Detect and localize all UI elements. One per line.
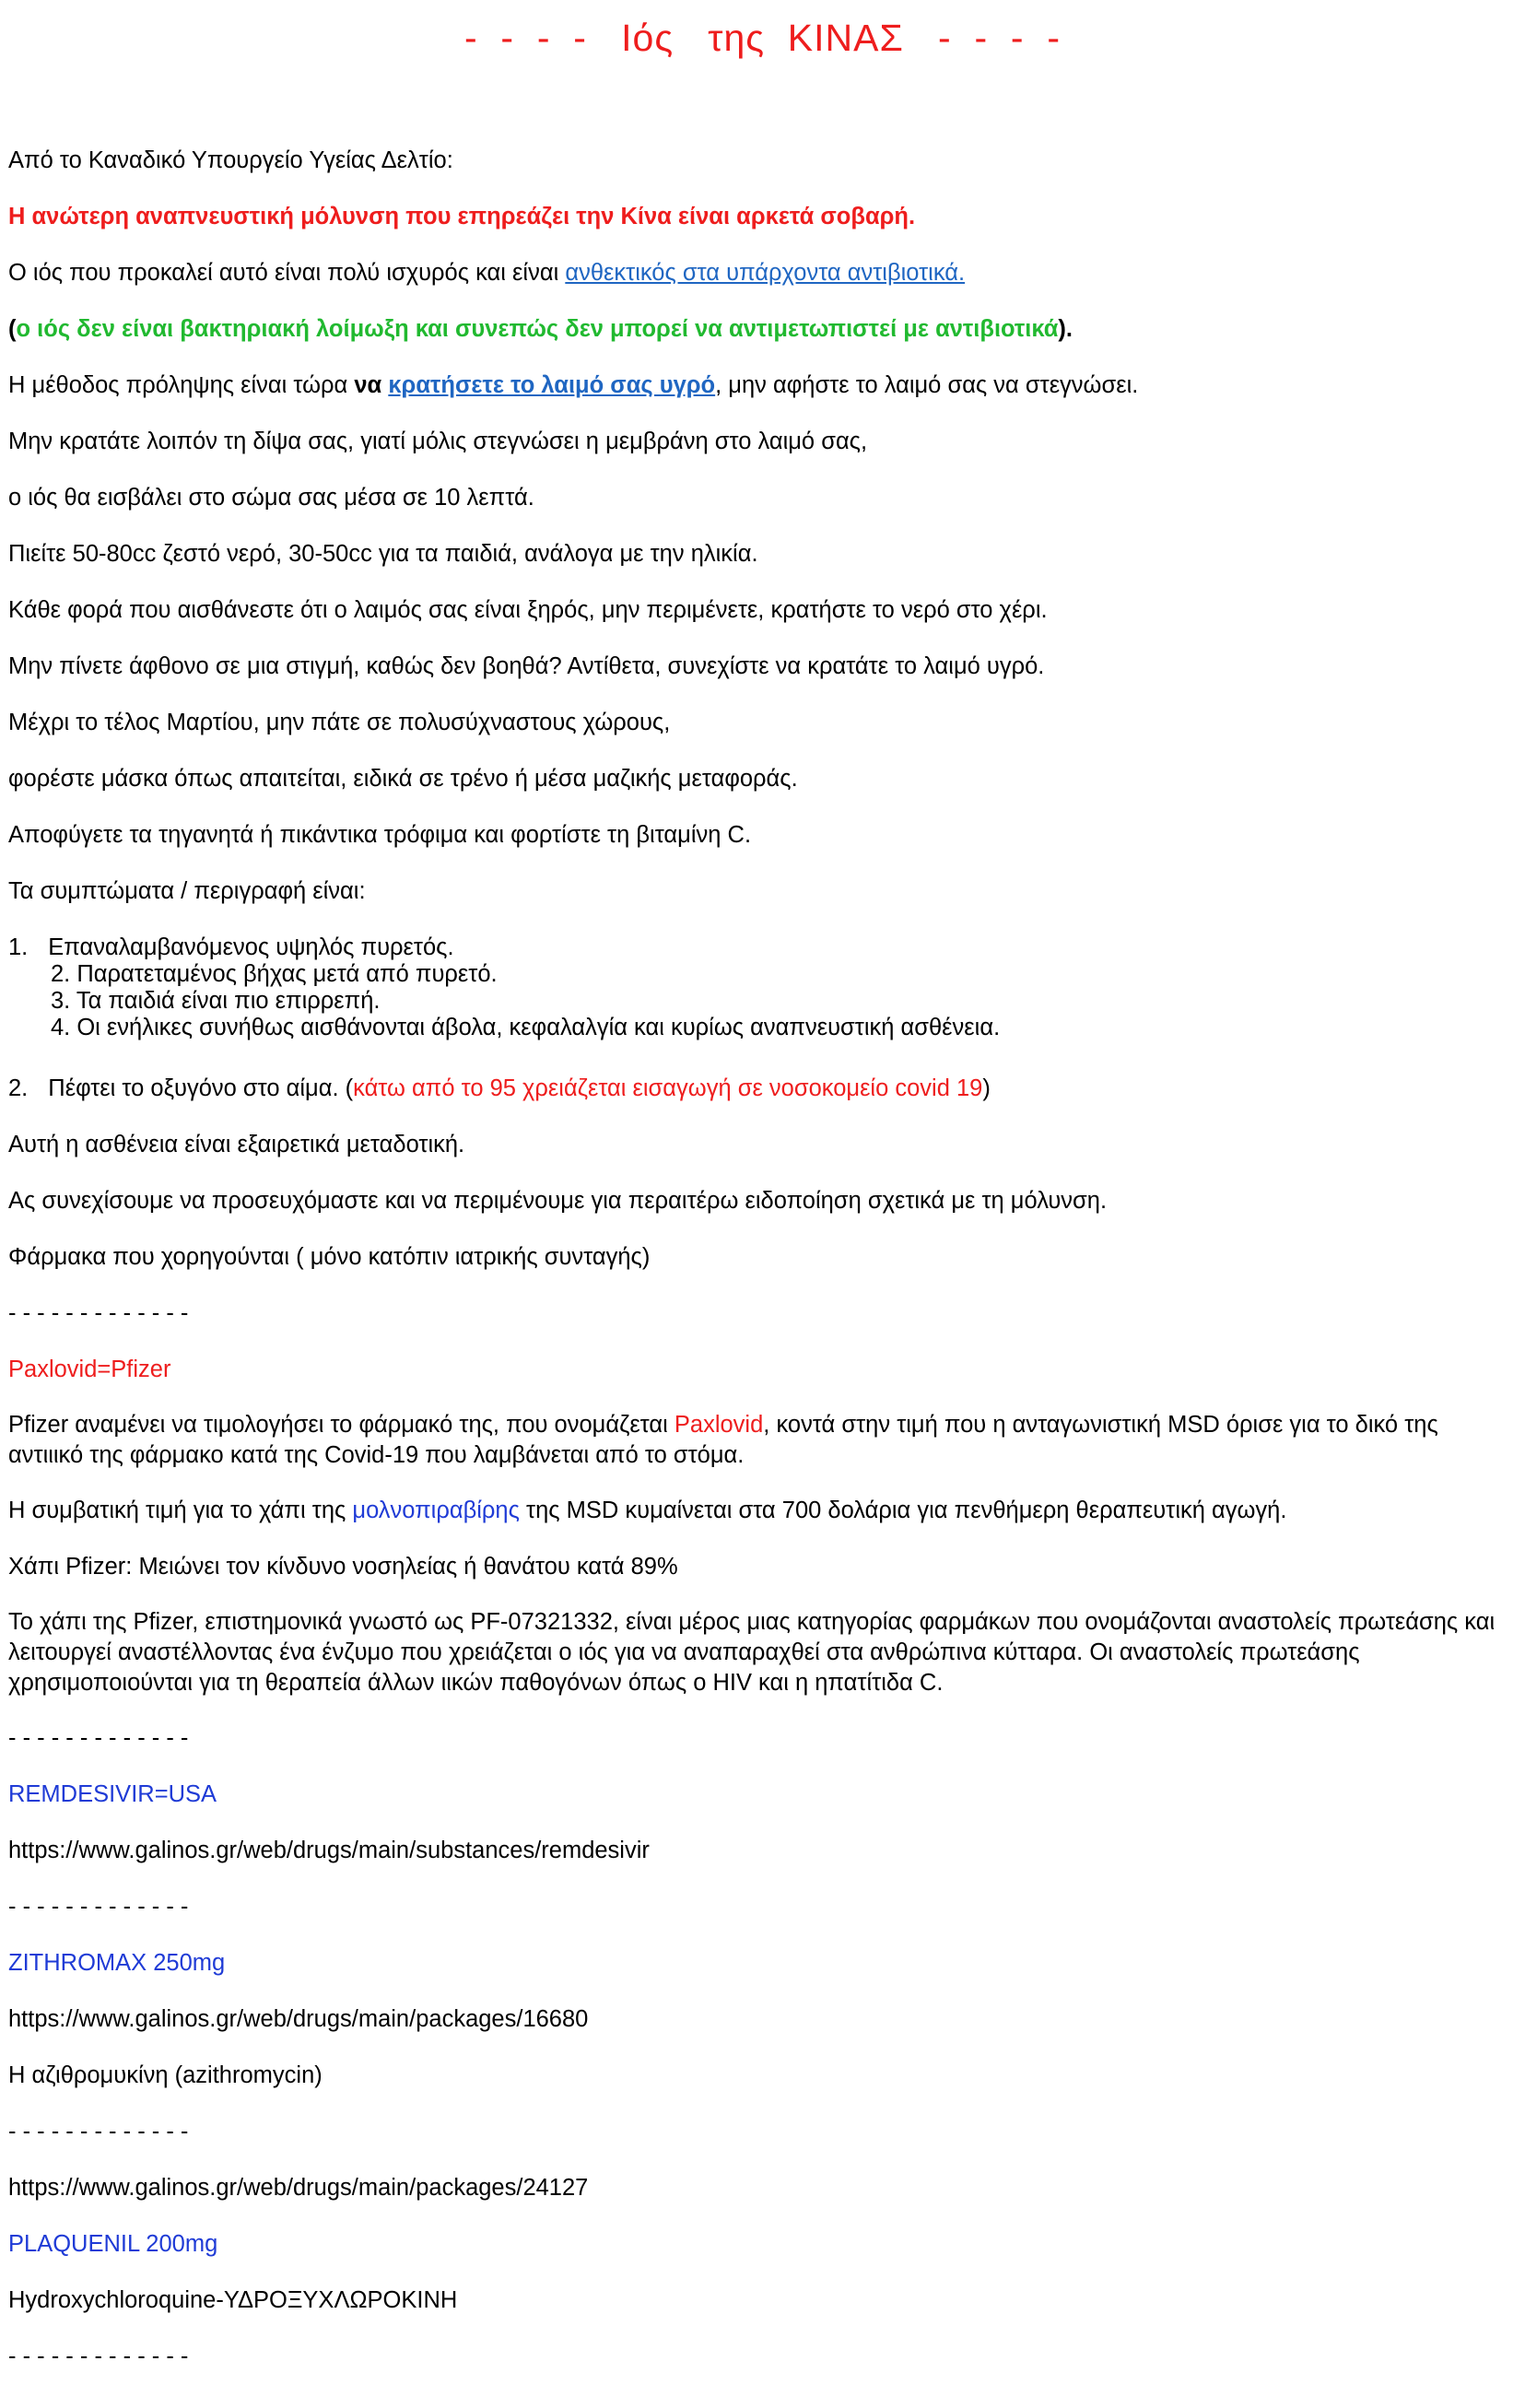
zithromax-heading: ZITHROMAX 250mg <box>8 1950 226 1976</box>
virus-text: Ο ιός που προκαλεί αυτό είναι πολύ ισχυρός και είναι <box>8 260 566 286</box>
symptom-item <box>8 1075 991 1102</box>
symptom-item <box>8 934 454 961</box>
advice-line: Μέχρι το τέλος Μαρτίου, μην πάτε σε πολυσύχναστους χώρους, <box>8 710 671 735</box>
oxygen-warning: κάτω από το 95 χρειάζεται εισαγωγή σε νοσοκομείο covid 19 <box>353 1075 983 1101</box>
advice-line: ο ιός θα εισβάλει στο σώμα σας μέσα σε 10 λεπτά. <box>8 485 534 511</box>
virus-line <box>8 259 965 287</box>
advice-line: Κάθε φορά που αισθάνεστε ότι ο λαιμός σας είναι ξηρός, μην περιμένετε, κρατήστε το νερό στο χέρι. <box>8 597 1048 623</box>
paxlovid-name: Paxlovid <box>674 1412 764 1438</box>
closing-line: Αυτή η ασθένεια είναι εξαιρετικά μεταδοτική. <box>8 1132 465 1157</box>
paxlovid-text-post: , κοντά στην τιμή που η ανταγωνιστική MSD όρισε για το δικό της αντιιικό της φάρμακο κατά της Covid-19 που λαμβάνεται από το στόμα. <box>8 1412 1438 1468</box>
paxlovid-text: Pfizer αναμένει να τιμολογήσει το φάρμακό της, που ονομάζεται <box>8 1412 675 1438</box>
severity-line: Η ανώτερη αναπνευστική μόλυνση που επηρεάζει την Κίνα είναι αρκετά σοβαρή. <box>8 204 916 229</box>
remdesivir-url[interactable]: https://www.galinos.gr/web/drugs/main/substances/remdesivir <box>8 1838 650 1863</box>
advice-line: Αποφύγετε τα τηγανητά ή πικάντικα τρόφιμα και φορτίστε τη βιταμίνη C. <box>8 822 752 848</box>
symptom-number: 2. <box>8 1075 29 1101</box>
separator: - - - - - - - - - - - - - <box>8 1725 189 1751</box>
prevention-bold: να <box>354 372 389 398</box>
symptom-text: Πέφτει το οξυγόνο στο αίμα. ( <box>48 1075 354 1101</box>
symptoms-heading: Τα συμπτώματα / περιγραφή είναι: <box>8 878 366 904</box>
symptom-subitem: 3. Τα παιδιά είναι πιο επιρρεπή. <box>51 988 381 1014</box>
zithromax-note: Η αζιθρομυκίνη (azithromycin) <box>8 2062 323 2088</box>
advice-line: Μην πίνετε άφθονο σε μια στιγμή, καθώς δεν βοηθά? Αντίθετα, συνεχίστε να κρατάτε το λαιμό υγρό. <box>8 653 1045 679</box>
page-title: - - - - Ιός της ΚΙΝΑΣ - - - - <box>464 17 1061 59</box>
source-line: Από το Καναδικό Υπουργείο Υγείας Δελτίο: <box>8 147 453 173</box>
paxlovid-heading: Paxlovid=Pfizer <box>8 1357 171 1382</box>
note-line <box>8 315 1073 343</box>
molnupiravir-text-post: της MSD κυμαίνεται στα 700 δολάρια για πενθήμερη θεραπευτική αγωγή. <box>519 1498 1287 1523</box>
paxlovid-paragraph <box>8 1410 1510 1471</box>
antibiotics-link[interactable]: ανθεκτικός στα υπάρχοντα αντιβιοτικά. <box>565 260 966 286</box>
note-text: ο ιός δεν είναι βακτηριακή λοίμωξη και συνεπώς δεν μπορεί να αντιμετωπιστεί με αντιβιοτικά <box>16 316 1059 342</box>
advice-line: φορέστε μάσκα όπως απαιτείται, ειδικά σε τρένο ή μέσα μαζικής μεταφοράς. <box>8 766 798 792</box>
plaquenil-url[interactable]: https://www.galinos.gr/web/drugs/main/packages/24127 <box>8 2175 589 2201</box>
note-close: ). <box>1058 316 1073 342</box>
prevention-post: , μην αφήστε το λαιμό σας να στεγνώσει. <box>715 372 1139 398</box>
keep-throat-moist-link[interactable]: κρατήσετε το λαιμό σας υγρό <box>388 372 716 398</box>
molnupiravir-line <box>8 1497 1286 1524</box>
separator: - - - - - - - - - - - - - <box>8 1894 189 1920</box>
advice-line: Μην κρατάτε λοιπόν τη δίψα σας, γιατί μόλις στεγνώσει η μεμβράνη στο λαιμό σας, <box>8 429 868 454</box>
symptom-text: Επαναλαμβανόμενος υψηλός πυρετός. <box>48 934 454 960</box>
remdesivir-heading: REMDESIVIR=USA <box>8 1781 217 1807</box>
advice-line: Πιείτε 50-80cc ζεστό νερό, 30-50cc για τα παιδιά, ανάλογα με την ηλικία. <box>8 541 758 567</box>
symptom-close: ) <box>982 1075 991 1101</box>
pfizer-paragraph: Το χάπι της Pfizer, επιστημονικά γνωστό ως PF-07321332, είναι μέρος μιας κατηγορίας φαρμάκων που ονομάζονται αναστολείς πρωτεάσης και λειτουργεί αναστέλλοντας ένα ένζυμο που χρειάζεται ο ιός για να αναπαραχθεί στα ανθρώπινα κύτταρα. Οι αναστολείς πρωτεάσης χρησιμοποιούνται για τη θεραπεία άλλων ιικών παθογόνων όπως ο HIV και η ηπατίτιδα C. <box>8 1609 1496 1696</box>
zithromax-url[interactable]: https://www.galinos.gr/web/drugs/main/packages/16680 <box>8 2006 589 2032</box>
plaquenil-heading: PLAQUENIL 200mg <box>8 2231 218 2257</box>
closing-line: Ας συνεχίσουμε να προσευχόμαστε και να περιμένουμε για περαιτέρω ειδοποίηση σχετικά με τη μόλυνση. <box>8 1188 1108 1214</box>
medicines-heading: Φάρμακα που χορηγούνται ( μόνο κατόπιν ιατρικής συνταγής) <box>8 1244 651 1270</box>
molnupiravir-name: μολνοπιραβίρης <box>352 1498 520 1523</box>
pfizer-risk-line: Χάπι Pfizer: Μειώνει τον κίνδυνο νοσηλείας ή θανάτου κατά 89% <box>8 1554 678 1580</box>
separator: - - - - - - - - - - - - - <box>8 2343 189 2369</box>
prevention-line <box>8 371 1138 399</box>
separator: - - - - - - - - - - - - - <box>8 2119 189 2144</box>
symptom-number: 1. <box>8 934 29 960</box>
molnupiravir-text: Η συμβατική τιμή για το χάπι της <box>8 1498 353 1523</box>
symptom-subitem: 4. Οι ενήλικες συνήθως αισθάνονται άβολα, κεφαλαλγία και κυρίως αναπνευστική ασθένεια. <box>51 1015 1001 1040</box>
symptom-subitem: 2. Παρατεταμένος βήχας μετά από πυρετό. <box>51 961 498 987</box>
note-open: ( <box>8 316 17 342</box>
separator: - - - - - - - - - - - - - <box>8 1300 189 1326</box>
plaquenil-note: Hydroxychloroquine-ΥΔΡΟΞΥΧΛΩΡΟΚΙΝΗ <box>8 2287 458 2313</box>
prevention-text: Η μέθοδος πρόληψης είναι τώρα <box>8 372 355 398</box>
